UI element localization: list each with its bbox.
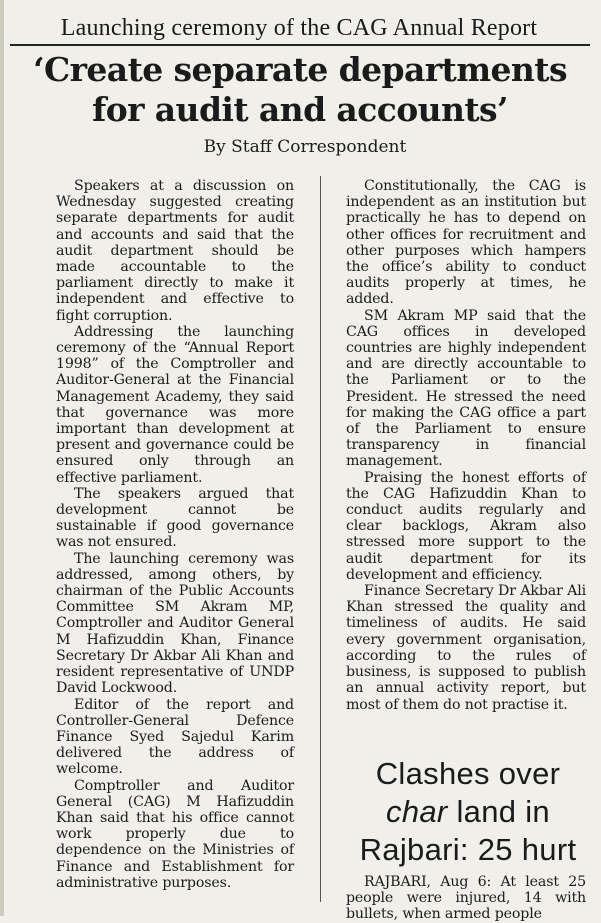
paragraph: SM Akram MP said that the CAG offices in developed countries are highly independent and are directly accountable to the Parliament or to the President. He stressed the need for making the CAG office a part of the Parliament to ensure transparency in financial management.	[346, 307, 586, 470]
paragraph: Speakers at a discussion on Wednesday suggested creating separate departments for audit and accounts and said that the audit department should be made accountable to the parliament directly to make it independent and effective to fight corruption.	[56, 178, 294, 324]
article-kicker: Launching ceremony of the CAG Annual Report	[60, 15, 538, 41]
headline-line-2: for audit and accounts’	[92, 90, 508, 129]
paragraph: Finance Secretary Dr Akbar Ali Khan stressed the quality and timeliness of audits. He said every government organisation, according to the rules of business, is supposed to publish an annual activity report, but most of them do not practise it.	[346, 583, 586, 713]
side-headline-line-1: Clashes over	[375, 756, 561, 791]
paragraph: Praising the honest efforts of the CAG Hafizuddin Khan to conduct audits regularly and clear backlogs, Akram also stressed more support to the audit department for its development and efficiency.	[346, 469, 586, 583]
side-story-body	[346, 874, 586, 923]
paragraph: The speakers argued that development cannot be sustainable if good governance was not ensured.	[56, 485, 294, 551]
side-story-headline	[346, 755, 590, 869]
left-column	[56, 178, 294, 891]
paragraph: Editor of the report and Controller-General Defence Finance Syed Sajedul Karim delivered the address of welcome.	[56, 696, 294, 778]
side-headline-char: char	[386, 794, 448, 829]
paragraph: Addressing the launching ceremony of the “Annual Report 1998” of the Comptroller and Auditor-General at the Financial Management Academy, they said that governance was more important than development at present and governance could be ensured only through an effective parliament.	[56, 323, 294, 486]
side-headline-line-2-rest: land in	[456, 794, 550, 829]
kicker-rule	[10, 44, 590, 46]
paragraph: RAJBARI, Aug 6: At least 25 people were injured, 14 with bullets, when armed people	[346, 874, 586, 923]
right-column	[346, 178, 586, 713]
article-headline	[20, 50, 580, 130]
paragraph: Comptroller and Auditor General (CAG) M Hafizuddin Khan said that his office cannot work properly due to dependence on the Ministries of Finance and Establishment for administrative purposes.	[56, 777, 294, 891]
side-headline-line-2	[346, 793, 590, 831]
side-headline-line-3: Rajbari: 25 hurt	[359, 832, 577, 867]
paragraph: Constitutionally, the CAG is independent as an institution but practically he has to depend on other offices for recruitment and other purposes which hampers the office’s ability to conduct audits properly at times, he added.	[346, 178, 586, 308]
paragraph: The launching ceremony was addressed, among others, by chairman of the Public Accounts Committee SM Akram MP, Comptroller and Auditor General M Hafizuddin Khan, Finance Secretary Dr Akbar Ali Khan and resident representative of UNDP David Lockwood.	[56, 550, 294, 697]
page-edge-shadow	[0, 0, 4, 916]
byline: By Staff Correspondent	[203, 137, 407, 157]
headline-line-1: ‘Create separate departments	[33, 50, 567, 89]
column-divider	[320, 176, 321, 902]
